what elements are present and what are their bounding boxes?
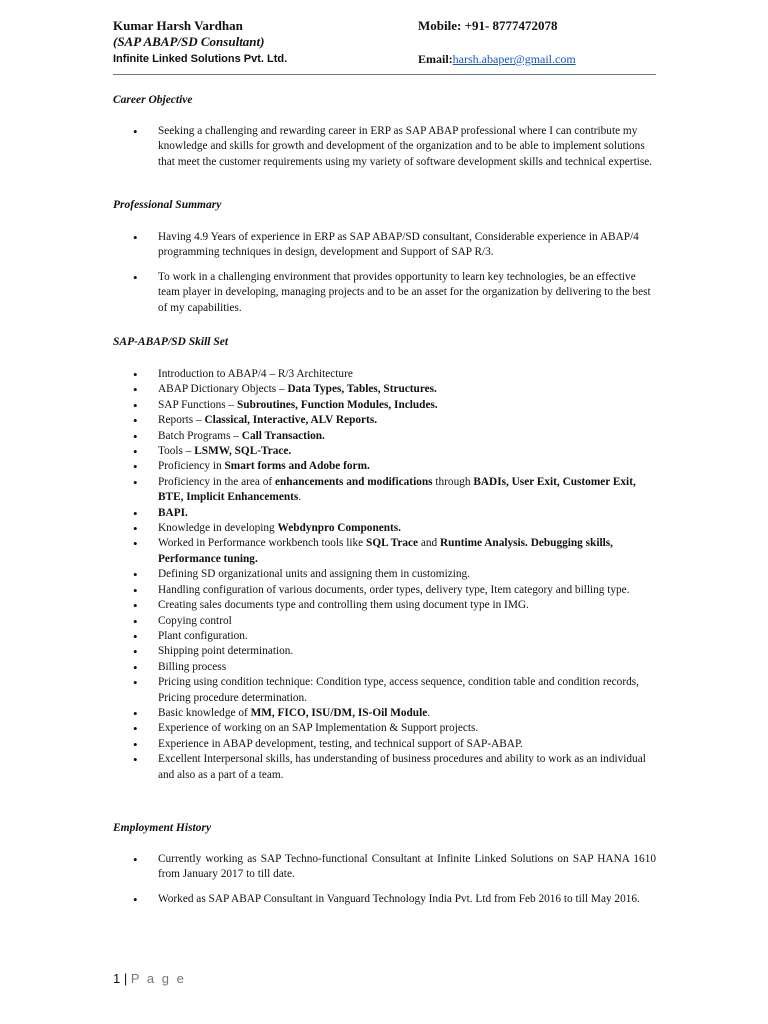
skill-item-text: Experience in ABAP development, testing, and technical support of SAP-ABAP. — [158, 737, 523, 750]
skill-item-text: . — [298, 491, 302, 504]
skill-item-bold-text: Call Transaction. — [241, 429, 325, 442]
skill-item-bold-text: Smart forms and Adobe form. — [224, 460, 370, 473]
skill-set-list — [113, 367, 656, 783]
skill-item — [113, 752, 656, 783]
skill-item — [113, 536, 656, 567]
skill-item-text: Handling configuration of various documents, order types, delivery type, Item category and billing type. — [158, 583, 630, 596]
skill-item — [113, 721, 656, 736]
skill-item-bold-text: BADIs, User Exit, Customer Exit, BTE, Implicit Enhancements — [158, 475, 636, 504]
skill-item-text: Creating sales documents type and controlling them using document type in IMG. — [158, 599, 529, 612]
skill-set-heading: SAP-ABAP/SD Skill Set — [113, 336, 229, 348]
skill-item — [113, 413, 656, 428]
skill-item-bold-text: Subroutines, Function Modules, Includes. — [237, 398, 438, 411]
skill-item — [113, 706, 656, 721]
skill-item-bold-text: Data Types, Tables, Structures. — [287, 383, 437, 396]
career-objective-list — [113, 124, 656, 170]
skill-item — [113, 614, 656, 629]
professional-summary-list — [113, 230, 656, 325]
email-link[interactable]: harsh.abaper@gmail.com — [452, 52, 576, 66]
skill-item-text: Basic knowledge of — [158, 706, 251, 719]
skill-item — [113, 459, 656, 474]
mobile-number: Mobile: +91- 8777472078 — [418, 18, 558, 33]
skill-item-text: SAP Functions – — [158, 398, 237, 411]
skill-item-text: . — [427, 706, 431, 719]
skill-item — [113, 567, 656, 582]
list-item: • Seeking a challenging and rewarding career in ERP as SAP ABAP professional where I can contribute my knowledge and skills for growth and development of the organization and to be able to implement solutions that meet the customer requirements using my variety of software development skills and technical expertise. — [113, 124, 656, 170]
skill-item-text: through — [432, 475, 474, 488]
skill-item — [113, 737, 656, 752]
skill-item — [113, 675, 656, 706]
employment-history-list — [113, 852, 656, 916]
skill-item-bold-text: LSMW, SQL-Trace. — [194, 445, 292, 458]
skill-item — [113, 506, 656, 521]
skill-item-text: Worked in Performance workbench tools like — [158, 537, 367, 550]
list-item: • Worked as SAP ABAP Consultant in Vanguard Technology India Pvt. Ltd from Feb 2016 to till May 2016. — [113, 892, 656, 907]
list-item: • To work in a challenging environment that provides opportunity to learn key technologies, be an effective team player in developing, managing projects and to be an asset for the organization by delivering to the best of my capabilities. — [113, 270, 656, 316]
skill-item-bold-text: Classical, Interactive, ALV Reports. — [204, 414, 378, 427]
page-label: P a g e — [130, 971, 186, 986]
skill-item-bold-text: MM, FICO, ISU/DM, IS-Oil Module — [250, 706, 428, 719]
skill-item-text: Billing process — [158, 660, 227, 673]
skill-item-bold-text: Runtime Analysis. Debugging skills, Performance tuning. — [158, 537, 613, 565]
skill-item-text: Pricing using condition technique: Condition type, access sequence, condition table and condition records, Pricing procedure determination. — [158, 676, 639, 704]
skill-item-text: ABAP Dictionary Objects – — [158, 383, 288, 396]
skill-item — [113, 598, 656, 613]
career-objective-heading: Career Objective — [113, 94, 193, 106]
skill-item-text: Proficiency in the area of — [158, 475, 275, 488]
skill-item-bold-text: SQL Trace — [366, 537, 419, 550]
page-footer — [113, 971, 186, 986]
skill-item-text: Experience of working on an SAP Implementation & Support projects. — [158, 722, 479, 735]
skill-item — [113, 629, 656, 644]
list-item: • Having 4.9 Years of experience in ERP as SAP ABAP/SD consultant, Considerable experience in ABAP/4 programming techniques in design, development and Support of SAP R/3. — [113, 230, 656, 261]
skill-item-text: Reports – — [158, 414, 205, 427]
skill-item — [113, 644, 656, 659]
list-item: • Currently working as SAP Techno-functional Consultant at Infinite Linked Solutions on SAP HANA 1610 from January 2017 to till date. — [113, 852, 656, 883]
skill-item — [113, 583, 656, 598]
skill-item-text: Proficiency in — [158, 460, 225, 473]
skill-item-bold-text: Webdynpro Components. — [277, 522, 402, 535]
skill-item — [113, 521, 656, 536]
professional-summary-heading: Professional Summary — [113, 199, 222, 211]
skill-item-text: Introduction to ABAP/4 – R/3 Architecture — [158, 368, 353, 380]
skill-item-text: Defining SD organizational units and assigning them in customizing. — [158, 568, 470, 581]
skill-item-text: Shipping point determination. — [158, 645, 294, 658]
skill-item-text: and — [418, 537, 440, 550]
skill-item-text: Excellent Interpersonal skills, has understanding of business procedures and ability to work as an individual and also as a part of a team. — [158, 753, 646, 781]
skill-item — [113, 398, 656, 413]
skill-item — [113, 382, 656, 397]
employment-history-heading: Employment History — [113, 822, 212, 834]
skill-item-text: Plant configuration. — [158, 629, 248, 642]
page-number: 1 — [113, 971, 121, 986]
footer-separator: | — [123, 971, 128, 986]
skill-item — [113, 660, 656, 675]
skill-item — [113, 444, 656, 459]
header-divider — [113, 74, 656, 75]
skill-item — [113, 367, 656, 382]
email-label: Email: — [418, 52, 453, 66]
skill-item — [113, 429, 656, 444]
company-name: Infinite Linked Solutions Pvt. Ltd. — [113, 53, 288, 65]
email-line — [418, 51, 576, 67]
skill-item-text: Tools – — [158, 445, 195, 458]
skill-item-bold-text: BAPI. — [158, 506, 188, 519]
skill-item-text: Batch Programs – — [158, 429, 242, 442]
candidate-name: Kumar Harsh Vardhan — [113, 18, 243, 33]
skill-item — [113, 475, 656, 506]
skill-item-text: Copying control — [158, 614, 232, 627]
skill-item-text: Knowledge in developing — [158, 522, 278, 535]
candidate-role: (SAP ABAP/SD Consultant) — [113, 34, 265, 49]
skill-item-bold-text: enhancements and modifications — [275, 475, 433, 488]
